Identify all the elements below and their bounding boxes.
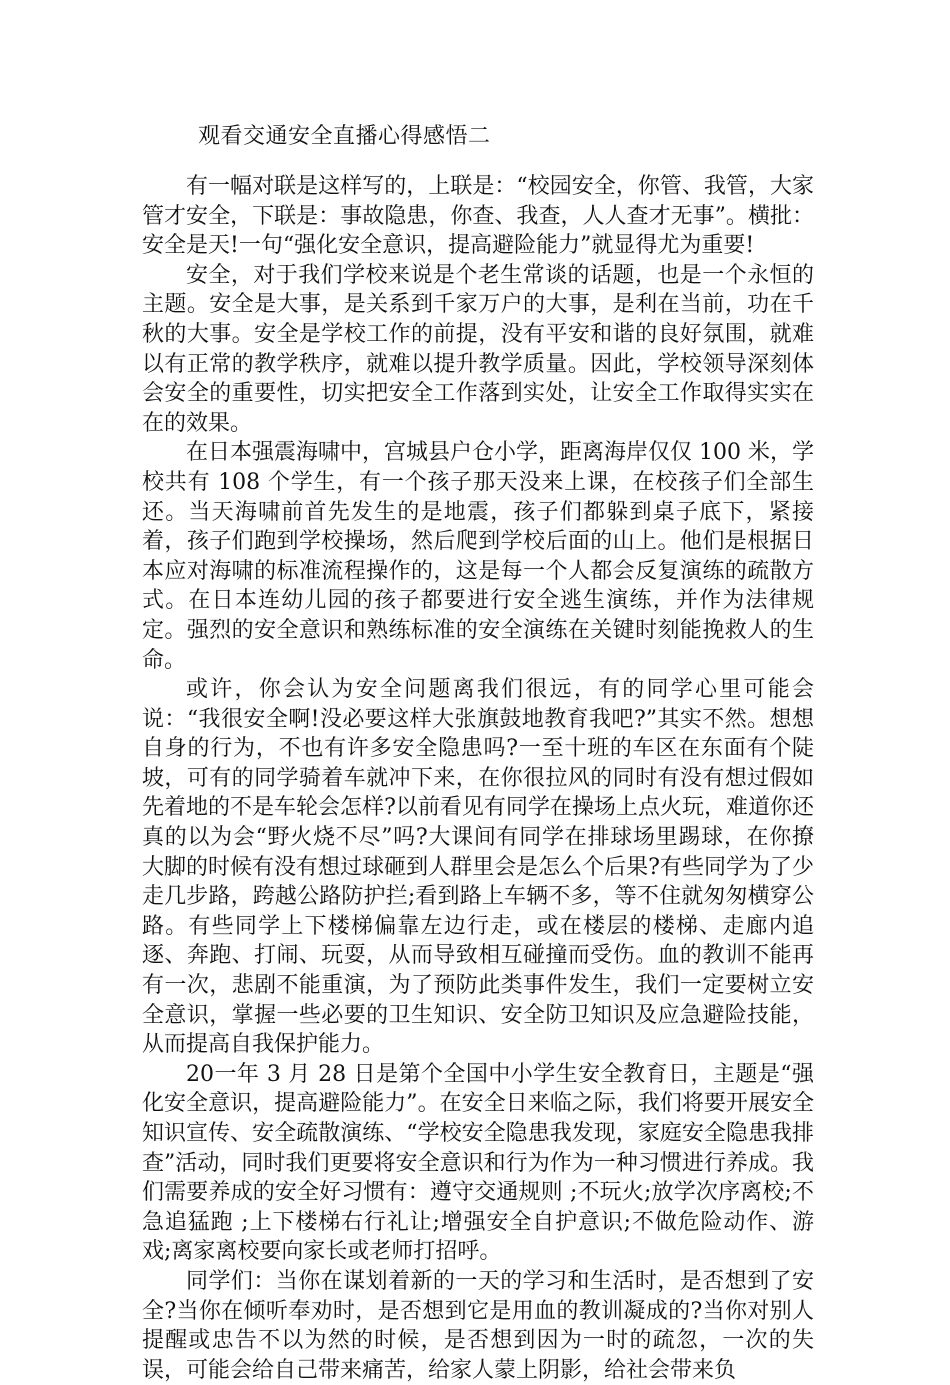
document-body <box>142 172 814 1385</box>
paragraph-couplet: 有一幅对联是这样写的，上联是：“校园安全，你管、我管，大家管才安全，下联是：事故隐患，你查、我查，人人查才无事”。横批：安全是天!一句“强化安全意识，提高避险能力”就显得尤为重要! <box>142 174 814 259</box>
document-title: 观看交通安全直播心得感悟二 <box>198 124 491 149</box>
paragraph-safety-day: 20一年 3 月 28 日是第个全国中小学生安全教育日，主题是“强化安全意识，提高避险能力”。在安全日来临之际，我们将要开展安全知识宣传、安全疏散演练、“学校安全隐患我发现，家庭安全隐患我排查”活动，同时我们更要将安全意识和行为作为一种习惯进行养成。我们需要养成的安全好习惯有：遵守交通规则 ;不玩火;放学次序离校;不急追猛跑 ;上下楼梯右行礼让;增强安全自护意识;不做危险动作、游戏;离家离校要向家长或老师打招呼。 <box>142 1061 814 1265</box>
paragraph-students: 同学们：当你在谋划着新的一天的学习和生活时，是否想到了安全?当你在倾听奉劝时，是否想到它是用血的教训凝成的?当你对别人提醒或忠告不以为然的时候，是否想到因为一时的疏忽，一次的失误，可能会给自己带来痛苦，给家人蒙上阴影，给社会带来负 <box>142 1268 814 1383</box>
paragraph-hidden-dangers: 或许，你会认为安全问题离我们很远，有的同学心里可能会说：“我很安全啊!没必要这样大张旗鼓地教育我吧?”其实不然。想想自身的行为，不也有许多安全隐患吗?一至十班的车区在东面有个陡坡，可有的同学骑着车就冲下来，在你很拉风的同时有没有想过假如先着地的不是车轮会怎样?以前看见有同学在操场上点火玩，难道你还真的以为会“野火烧不尽”吗?大课间有同学在排球场里踢球，在你撩大脚的时候有没有想过球砸到人群里会是怎么个后果?有些同学为了少走几步路，跨越公路防护拦;看到路上车辆不多，等不住就匆匆横穿公路。有些同学上下楼梯偏靠左边行走，或在楼层的楼梯、走廊内追逐、奔跑、打闹、玩耍，从而导致相互碰撞而受伤。血的教训不能再有一次，悲剧不能重演，为了预防此类事件发生，我们一定要树立安全意识，掌握一些必要的卫生知识、安全防卫知识及应急避险技能，从而提高自我保护能力。 <box>142 677 814 1058</box>
paragraph-safety-theme: 安全，对于我们学校来说是个老生常谈的话题，也是一个永恒的主题。安全是大事，是关系到千家万户的大事，是利在当前，功在千秋的大事。安全是学校工作的前提，没有平安和谐的良好氛围，就难以有正常的教学秩序，就难以提升教学质量。因此，学校领导深刻体会安全的重要性，切实把安全工作落到实处，让安全工作取得实实在在的效果。 <box>142 262 814 436</box>
paragraph-japan-tsunami: 在日本强震海啸中，宫城县户仓小学，距离海岸仅仅 100 米，学校共有 108 个学生，有一个孩子那天没来上课，在校孩子们全部生还。当天海啸前首先发生的是地震，孩子们都躲到桌子底下，紧接着，孩子们跑到学校操场，然后爬到学校后面的山上。他们是根据日本应对海啸的标准流程操作的，这是每一个人都会反复演练的疏散方式。在日本连幼儿园的孩子都要进行安全逃生演练，并作为法律规定。强烈的安全意识和熟练标准的安全演练在关键时刻能挽救人的生命。 <box>142 440 814 673</box>
